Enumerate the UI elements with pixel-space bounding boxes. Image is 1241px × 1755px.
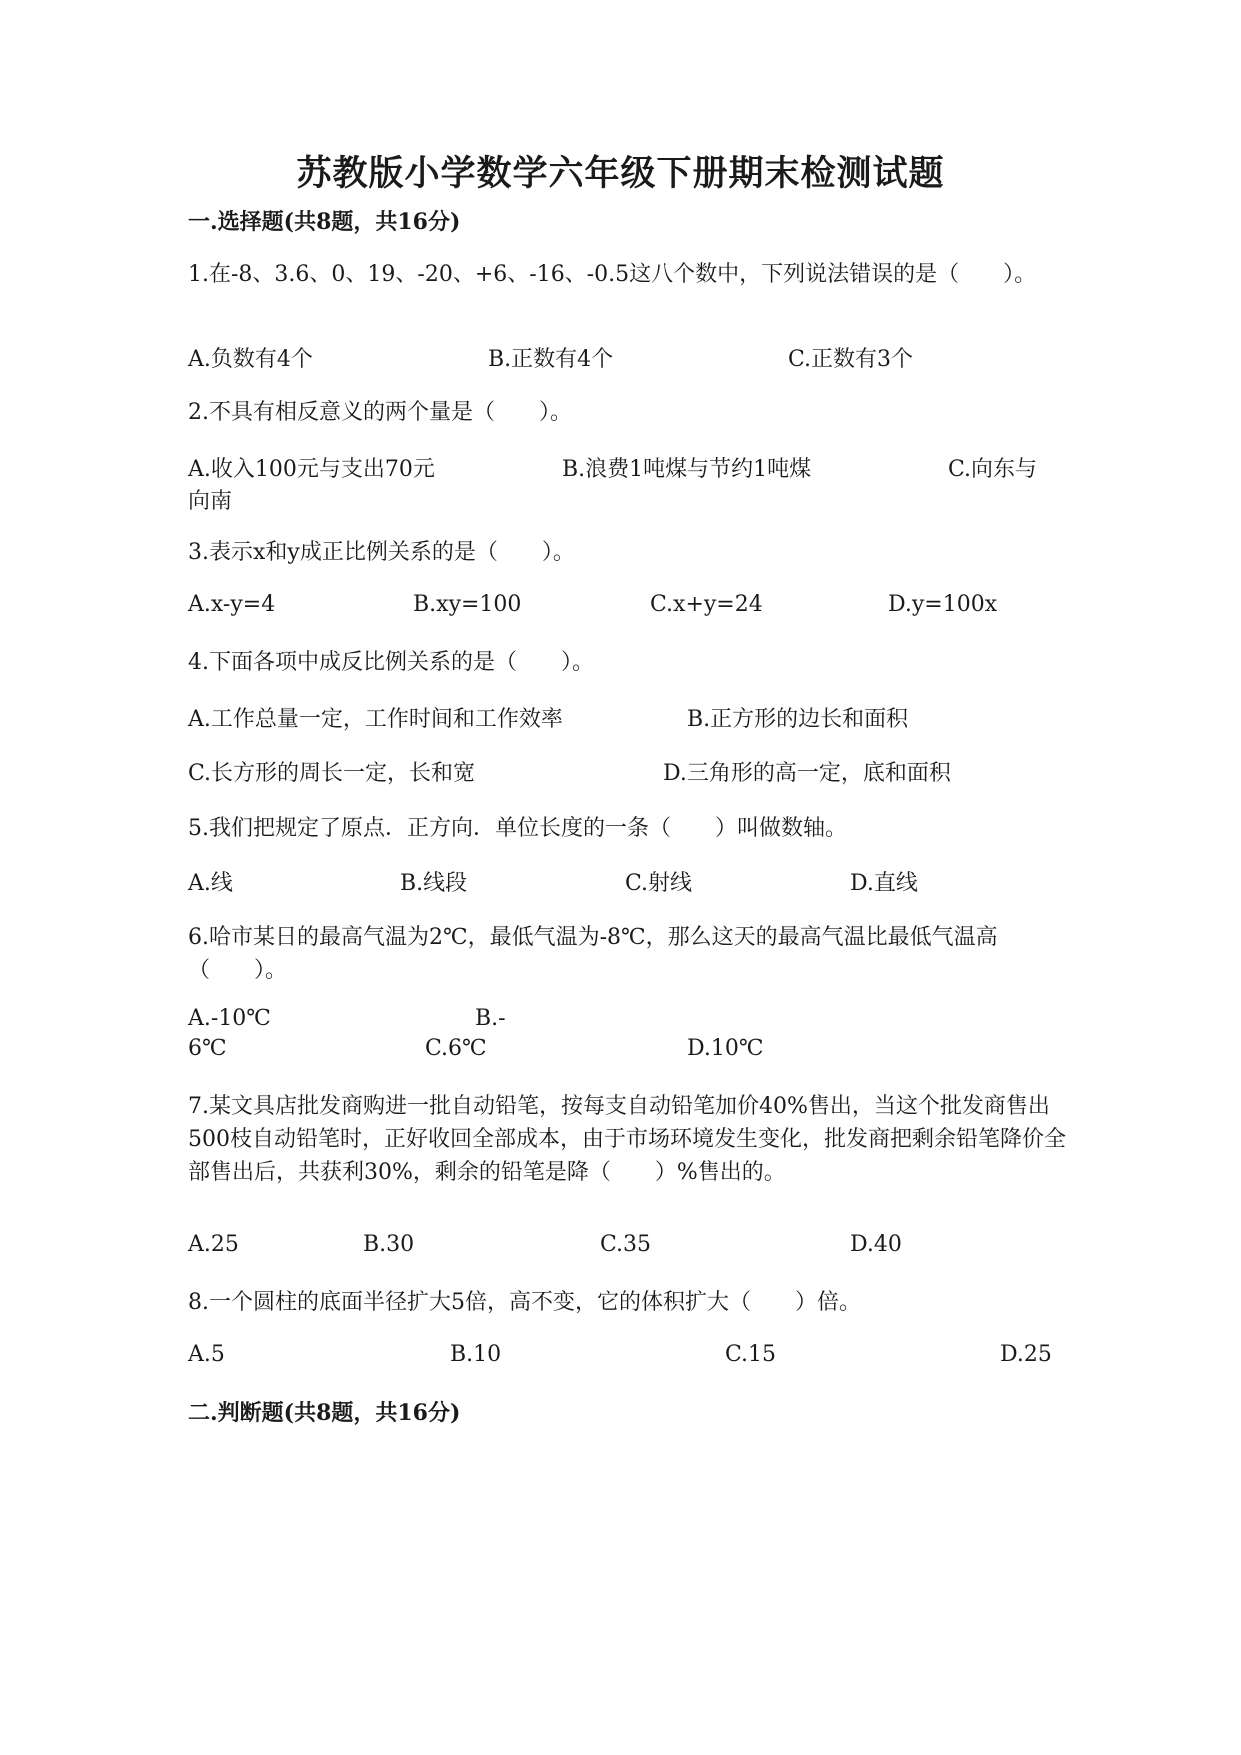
question-6: 6.哈市某日的最高气温为2℃，最低气温为-8℃，那么这天的最高气温比最低气温高（ ）。 [188,925,998,983]
option-3b: B.xy=100 [413,592,522,617]
option-6a: A.-10℃ [188,1006,271,1031]
option-4d: D.三角形的高一定，底和面积 [663,761,951,786]
option-7c: C.35 [600,1232,652,1257]
option-7d: D.40 [850,1232,902,1257]
option-7a: A.25 [188,1232,239,1257]
question-5: 5.我们把规定了原点．正方向．单位长度的一条（ ）叫做数轴。 [188,816,847,841]
option-8c: C.15 [725,1342,777,1367]
option-2c-cont: 向南 [188,489,233,514]
option-4b: B.正方形的边长和面积 [687,707,909,732]
option-1c: C.正数有3个 [788,347,914,372]
section-heading-choice: 一.选择题(共8题，共16分) [188,209,461,235]
question-2: 2.不具有相反意义的两个量是（ ）。 [188,400,572,425]
option-5c: C.射线 [625,871,693,896]
option-2b: B.浪费1吨煤与节约1吨煤 [562,457,812,482]
option-3d: D.y=100x [888,592,998,617]
option-6c: C.6℃ [425,1036,487,1061]
option-8d: D.25 [1000,1342,1052,1367]
option-5a: A.线 [188,871,233,896]
option-5d: D.直线 [850,871,918,896]
option-6b: B.- [475,1006,506,1031]
option-5b: B.线段 [400,871,468,896]
question-8: 8.一个圆柱的底面半径扩大5倍，高不变，它的体积扩大（ ）倍。 [188,1290,861,1315]
option-8b: B.10 [450,1342,502,1367]
question-1: 1.在-8、3.6、0、19、-20、+6、-16、-0.5这八个数中，下列说法错误的是（ ）。 [188,262,1037,287]
option-3c: C.x+y=24 [650,592,763,617]
option-4c: C.长方形的周长一定，长和宽 [188,761,476,786]
option-3a: A.x-y=4 [188,592,276,617]
option-6d: D.10℃ [687,1036,764,1061]
question-4: 4.下面各项中成反比例关系的是（ ）。 [188,650,594,675]
option-2c: C.向东与 [948,457,1038,482]
option-8a: A.5 [188,1342,225,1367]
page-title: 苏教版小学数学六年级下册期末检测试题 [296,153,945,194]
option-2a: A.收入100元与支出70元 [188,457,435,482]
option-7b: B.30 [363,1232,415,1257]
question-3: 3.表示x和y成正比例关系的是（ ）。 [188,540,575,565]
option-6b-cont: 6℃ [188,1036,227,1061]
option-1a: A.负数有4个 [188,347,313,372]
question-7: 7.某文具店批发商购进一批自动铅笔，按每支自动铅笔加价40%售出，当这个批发商售出500枝自动铅笔时，正好收回全部成本，由于市场环境发生变化，批发商把剩余铅笔降价全部售出后，共获利30%，剩余的铅笔是降（ ）%售出的。 [188,1094,1066,1185]
option-4a: A.工作总量一定，工作时间和工作效率 [188,707,563,732]
section-heading-judgement: 二.判断题(共8题，共16分) [188,1400,461,1426]
option-1b: B.正数有4个 [488,347,614,372]
